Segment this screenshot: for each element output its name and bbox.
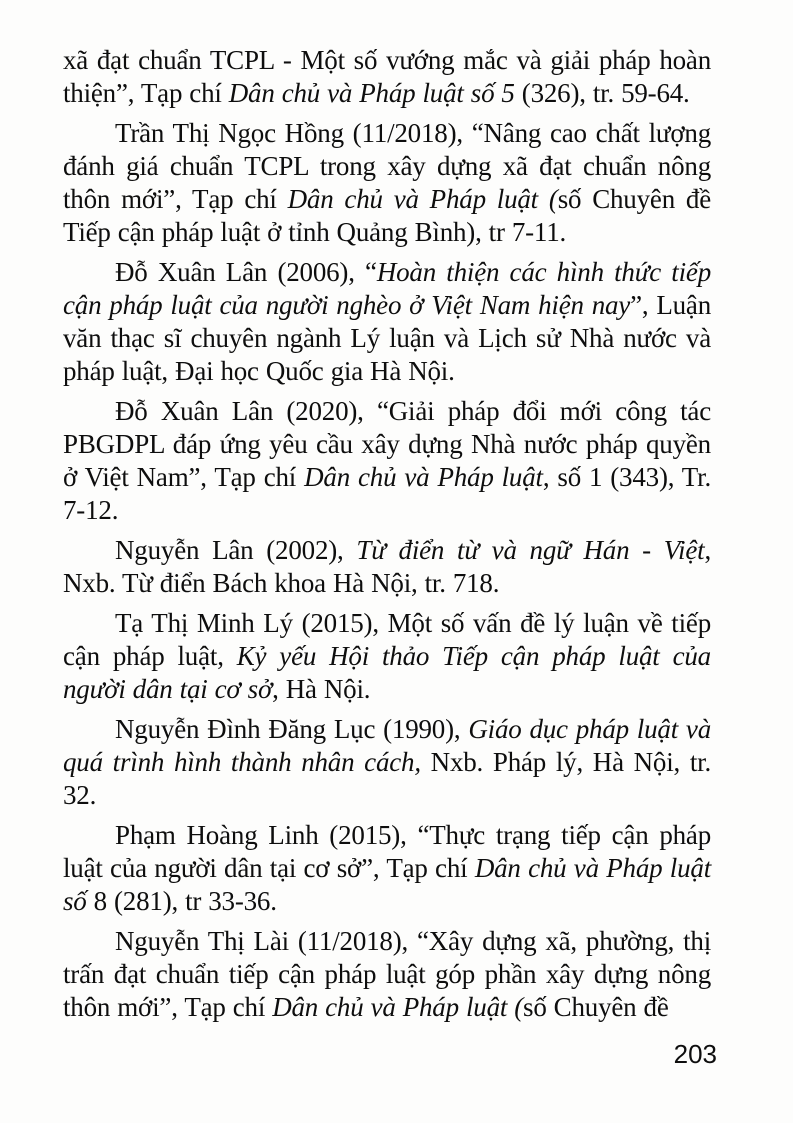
reference-entry xyxy=(63,925,711,1024)
reference-run: , Hà Nội. xyxy=(272,674,371,704)
reference-run: Phạm Hoàng Linh (2015), “Thực trạng tiếp cận pháp luật của người dân tại cơ sở”, Tạp chí xyxy=(63,820,711,883)
reference-run: 8 (281), tr 33-36. xyxy=(86,886,277,916)
reference-run: , số 1 (343), Tr. 7-12. xyxy=(63,462,712,525)
reference-run-italic: Dân chủ và Pháp luật ( xyxy=(272,992,524,1022)
reference-run-italic: Hoàn thiện các hình thức tiếp cận pháp luật của người nghèo ở Việt Nam hiện nay xyxy=(63,257,711,320)
reference-entry xyxy=(63,819,711,918)
reference-run-italic: Giáo dục pháp luật và quá trình hình thành nhân cách, xyxy=(63,714,711,777)
reference-run: Đỗ Xuân Lân (2006), “ xyxy=(115,257,377,287)
reference-entry xyxy=(63,713,711,812)
reference-run: Nguyễn Đình Đăng Lục (1990), xyxy=(115,714,469,744)
reference-entry xyxy=(63,256,711,388)
reference-run: , Nxb. Từ điển Bách khoa Hà Nội, tr. 718. xyxy=(63,535,711,598)
page-number: 203 xyxy=(673,1039,717,1069)
reference-run: Tạ Thị Minh Lý (2015), Một số vấn đề lý luận về tiếp cận pháp luật, xyxy=(63,608,711,671)
reference-run: số Chuyên đề xyxy=(523,992,669,1022)
reference-run-italic: Dân chủ và Pháp luật xyxy=(304,462,543,492)
reference-run: Đỗ Xuân Lân (2020), “Giải pháp đổi mới công tác PBGDPL đáp ứng yêu cầu xây dựng Nhà nước pháp quyền ở Việt Nam”, Tạp chí xyxy=(63,396,711,492)
reference-run: Nxb. Pháp lý, Hà Nội, tr. 32. xyxy=(63,747,711,810)
reference-run: số Chuyên đề Tiếp cận pháp luật ở tỉnh Quảng Bình), tr 7-11. xyxy=(63,184,711,247)
references-list xyxy=(63,44,711,1031)
reference-entry xyxy=(63,117,711,249)
reference-run-italic: Dân chủ và Pháp luật số 5 xyxy=(228,78,515,108)
reference-entry xyxy=(63,44,711,110)
reference-run-italic: Kỷ yếu Hội thảo Tiếp cận pháp luật của người dân tại cơ sở xyxy=(63,641,711,704)
reference-run: ”, Luận văn thạc sĩ chuyên ngành Lý luận và Lịch sử Nhà nước và pháp luật, Đại học Quốc gia Hà Nội. xyxy=(63,290,711,386)
reference-run: Nguyễn Lân (2002), xyxy=(115,535,357,565)
reference-run-italic: Dân chủ và Pháp luật ( xyxy=(287,184,558,214)
reference-run-italic: Từ điển từ và ngữ Hán - Việt xyxy=(356,535,705,565)
reference-run: (326), tr. 59-64. xyxy=(514,78,690,108)
reference-entry xyxy=(63,607,711,706)
reference-run: xã đạt chuẩn TCPL - Một số vướng mắc và giải pháp hoàn thiện”, Tạp chí xyxy=(63,45,711,108)
reference-run: Trần Thị Ngọc Hồng (11/2018), “Nâng cao chất lượng đánh giá chuẩn TCPL trong xây dựng xã đạt chuẩn nông thôn mới”, Tạp chí xyxy=(63,118,711,214)
reference-run: Nguyễn Thị Lài (11/2018), “Xây dựng xã, phường, thị trấn đạt chuẩn tiếp cận pháp luật góp phần xây dựng nông thôn mới”, Tạp chí xyxy=(63,926,711,1022)
reference-run-italic: Dân chủ và Pháp luật số xyxy=(63,853,712,916)
reference-entry xyxy=(63,534,711,600)
reference-entry xyxy=(63,395,711,527)
